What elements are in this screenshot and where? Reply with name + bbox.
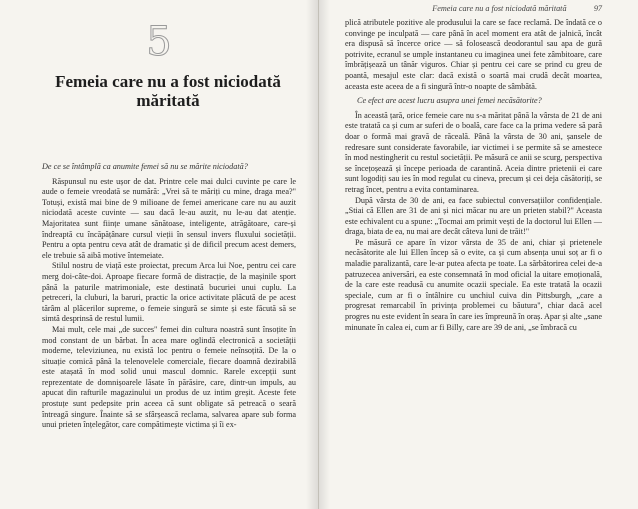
paragraph: În această țară, orice femeie care nu s-a măritat până la vârsta de 21 de ani este tratată ca și cum ar suferi de o boală, care face ca la prima vedere să pară doar o formă mai gravă de răceală. Până la vârsta de 30 ani, șansele de redresare sunt considerate favorabile, iar victimei i se permite să se amestece în mod nestingherit cu restul societății. Pe măsură ce anii se scurg, perspectiva se încețoșează și începe perioada de carantină. Aceia dintre prietenii ei care sunt logodiți sau ies în mod regulat cu cineva, precum și cei deja căsătoriți, se retrag încet, pentru a evita contaminarea. [345,110,602,194]
chapter-question: De ce se întâmplă ca anumite femei să nu se mărite niciodată? [42,162,248,171]
chapter-title: Femeia care nu a fost niciodată măritată [55,72,281,110]
running-head [345,4,602,13]
section-subhead: Ce efect are acest lucru asupra unei femei necăsătorite? [357,96,542,106]
paragraph: Stilul nostru de viață este proiectat, precum Arca lui Noe, pentru cei care merg doi-câte-doi. Aproape fiecare formă de distracție, de la mașinile sport până la paturile matrimoniale, este destinată bucuriei unui cuplu. La petreceri, la cluburi, la baruri, practic la orice activitate plăcută de pe acest tărâm al plăcerilor supreme, o femeie singură se simte și este făcută să se simtă desprinsă de restul lumii. [42,261,296,324]
paragraph: După vârsta de 30 de ani, ea face subiectul conversațiilor confidențiale. „Stiai că Ellen are 31 de ani și nici măcar nu are un prieten stabil?" Aceasta este echivalent cu a spune: „Tocmai am primit vești de la doctorul lui Ellen — draga, biata de ea, nu mai are decât câteva luni de trăit!" [345,195,602,237]
right-page [318,0,638,509]
right-page-body [345,18,602,333]
paragraph: Pe măsură ce apare în vizor vârsta de 35 de ani, chiar și prietenele necăsătorite ale lui Ellen încep să o evite, ca și cum absența unui soț ar fi o maladie paralizantă, care le-ar putea afecta pe toate. La sărbătorirea celei de-a patruzecea aniversări, ea este consemnată în mod oficial la uitare emoțională, de la care este readusă cu anumite ocazii speciale. Ea este tratată la ocazii speciale, cum ar fi o întâlnire cu unchiul cuiva din Pittsburgh, „care a progresat remarcabil în privința problemei cu băutura", chiar dacă acel progres nu este evident în seara în care ies împreună în oraș. Apar și alte „sane minunate în calea ei, cum ar fi Billy, care are 39 de ani, „se îmbracă cu [345,237,602,332]
paragraph: Mai mult, cele mai „de succes" femei din cultura noastră sunt însoțite în mod constant de un bărbat. În acea mare oglindă electronică a societății moderne, televiziunea, nu există loc pentru o femeie neînsoțită. De la o situație comică până la telenovelele comerciale, fiecare doamnă dezirabilă este atașată în mod solid unui mascul domnic. Rarele excepții sunt reprezentate de domnișoarele lăsate în părăsire, care, dintr-un impuls, au apucat din rafturile magazinului un produs de uz intim greșit. Aceste fete prostuțe sunt pedepsite prin aceea că sunt obligate să petreacă o seară întreagă singure. Înainte să se sfârșească reclama, salvarea apare sub forma unui prieten înțelegător, care compătimește victima și îi ex- [42,324,296,430]
paragraph: Răspunsul nu este ușor de dat. Printre cele mai dulci cuvinte pe care le aude o femeie vreodată se numără: „Vrei să te măriți cu mine, draga mea?" Totuși, există mai bine de 9 milioane de femei americane care nu au auzit niciodată aceste cuvinte — sau dacă le-au auzit, nu le-au dat atenție. Majoritatea sunt ființe umane sănătoase, inteligente, atrăgătoare, care-și îndreaptă cu încăpățânare cursul vieții în sensul invers fluxului societății. Pentru a opta pentru ceva atât de dramatic și de dificil precum acest demers, ele trebuie să aibă motive întemeiate. [42,176,296,260]
left-page-body [42,162,296,431]
running-head-title: Femeia care nu a fost niciodată măritată [432,4,567,13]
page-number: 97 [593,4,602,13]
left-page [0,0,318,509]
paragraph-continued: plică atributele pozitive ale produsului la care se face reclamă. De îndată ce o convinge pe inculpată — care până în acel moment era atât de jalnică, încât era dispusă să încerce orice — să folosească deodorantul sau apa de gură potrivite, ecranul se umple instantaneu cu imaginea unei fete zâmbitoare, care îmbrățișează un tânăr viguros. Chiar și pentru cei care se prind cu greu de poantă, mesajul este clar: dacă există o soartă mai crudă decât moartea, aceasta este aceea de a fi singură într-o noapte de sâmbătă. [345,18,602,91]
chapter-number: 5 [146,19,172,65]
